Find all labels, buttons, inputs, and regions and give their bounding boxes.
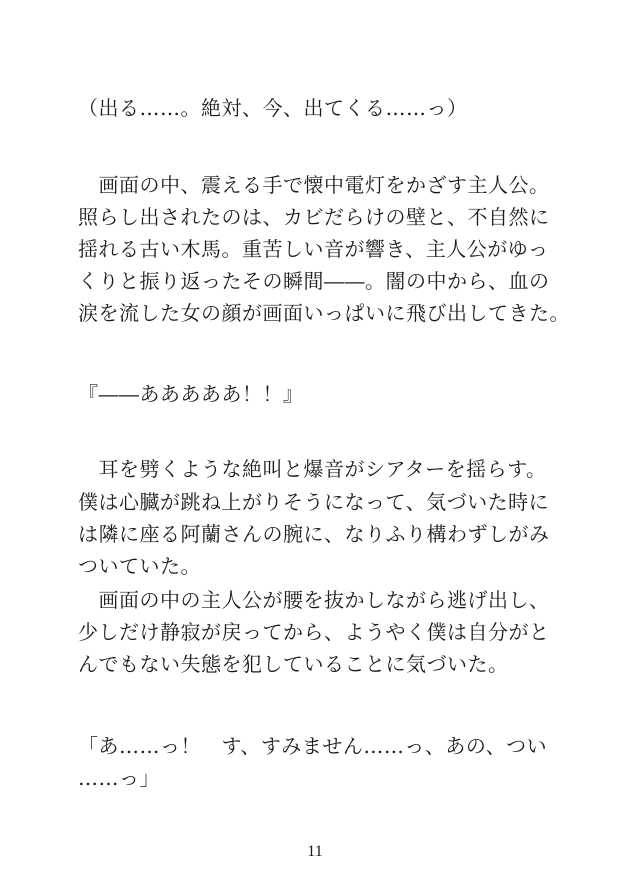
text-line: 「あ……っ！ す、すみません……っ、あの、つい xyxy=(78,734,548,758)
text-line: 揺れる古い木馬。重苦しい音が響き、主人公がゆっ xyxy=(78,237,549,261)
text-line: 涙を流した女の顔が画面いっぱいに飛び出してきた。 xyxy=(78,301,570,325)
text-line: 少しだけ静寂が戻ってから、ようやく僕は自分がと xyxy=(78,620,550,644)
text-line: 照らし出されたのは、カビだらけの壁と、不自然に xyxy=(78,205,550,229)
text-line: は隣に座る阿蘭さんの腕に、なりふり構わずしがみ xyxy=(78,522,550,546)
text-line: んでもない失態を犯していることに気づいた。 xyxy=(78,652,509,676)
page-number: 11 xyxy=(307,843,323,860)
text-line: 耳を劈くような絶叫と爆音がシアターを揺らす。 xyxy=(78,457,547,481)
text-line: 僕は心臓が跳ね上がりそうになって、気づいた時に xyxy=(78,490,550,514)
text-line: くりと振り返ったその瞬間――。闇の中から、血の xyxy=(78,269,550,293)
text-line: 画面の中、震える手で懐中電灯をかざす主人公。 xyxy=(78,173,550,197)
text-line: ついていた。 xyxy=(78,554,201,578)
text-line: ……っ」 xyxy=(78,766,160,790)
text-line: 『――あああああ！！』 xyxy=(78,382,304,406)
text-line: 画面の中の主人公が腰を抜かしながら逃げ出し、 xyxy=(78,588,550,612)
text-line: （出る……。絶対、今、出てくる……っ） xyxy=(78,96,468,120)
